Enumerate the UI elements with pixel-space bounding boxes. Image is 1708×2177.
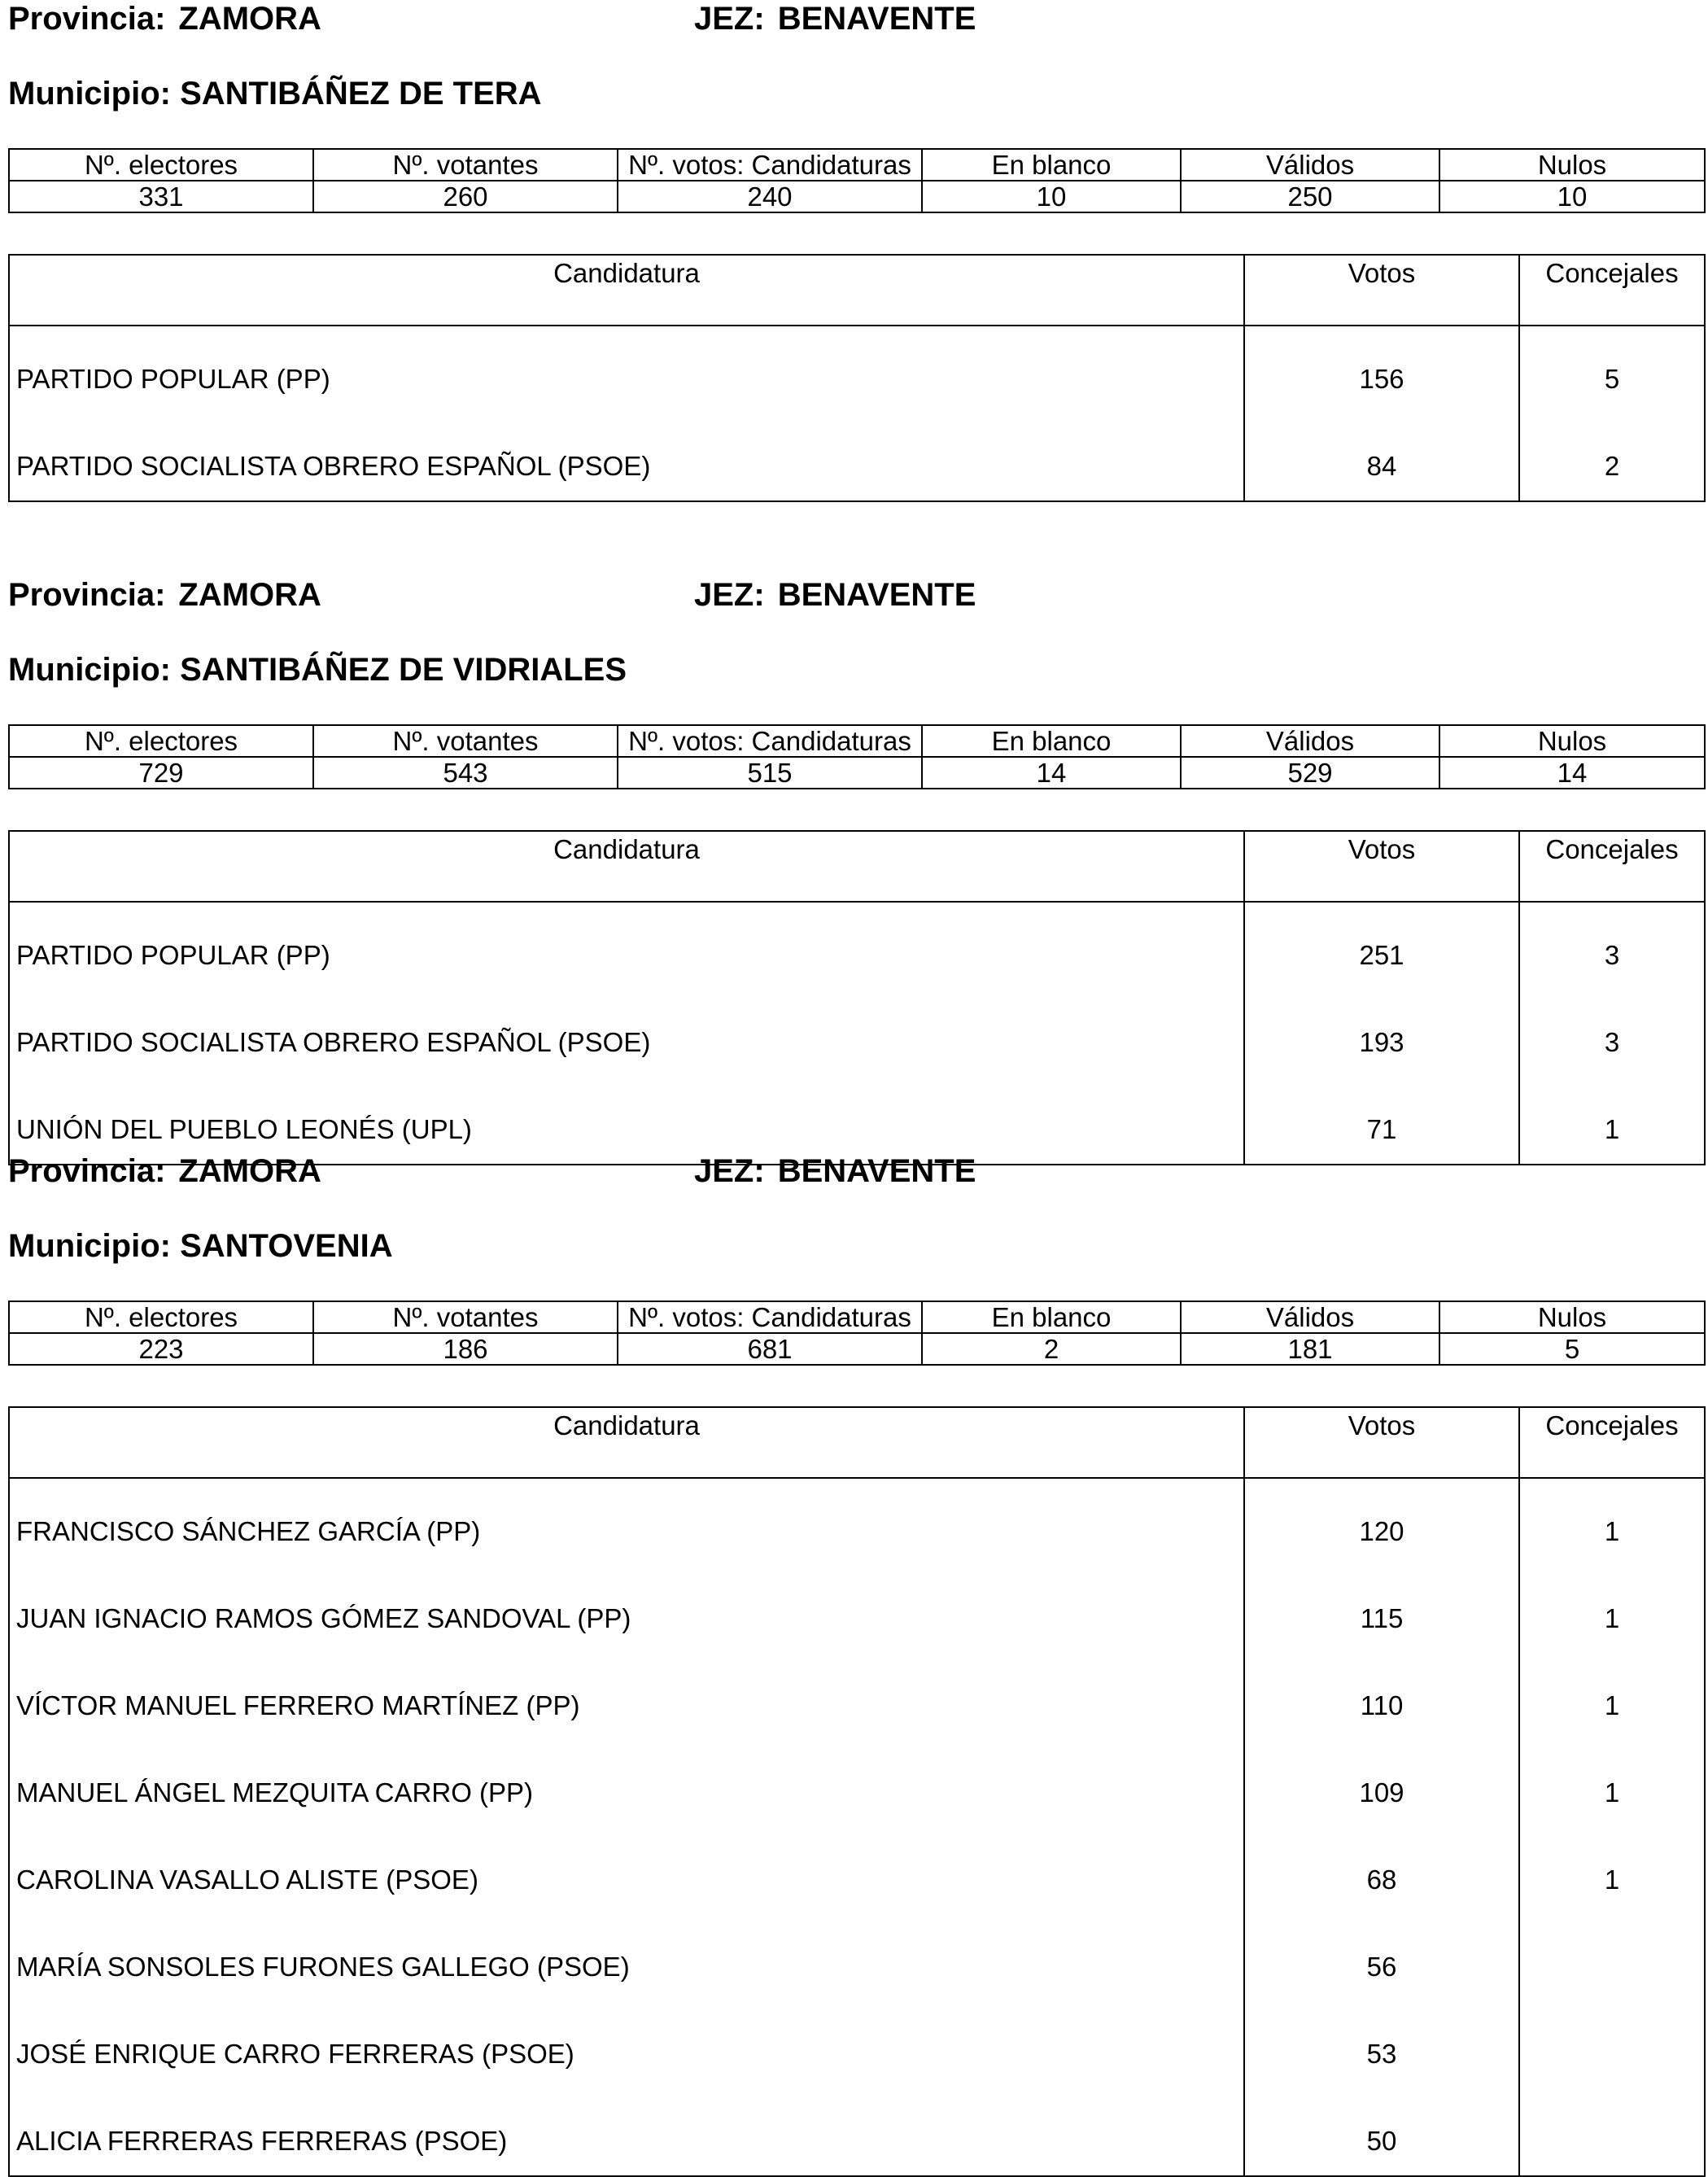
votos-value: 50	[1244, 2088, 1519, 2176]
concejales-value: 1	[1519, 1566, 1705, 1653]
candidatura-name: ALICIA FERRERAS FERRERAS (PSOE)	[16, 2125, 508, 2156]
table-row	[9, 326, 1705, 413]
stats-value-cell: 331	[9, 181, 313, 212]
municipio-heading	[8, 651, 627, 689]
stats-header-cell: Válidos	[1181, 149, 1439, 181]
stats-header-cell: Nº. votos: Candidaturas	[618, 1301, 922, 1333]
jez-label: JEZ:	[694, 1, 765, 37]
stats-table	[8, 724, 1706, 789]
stats-value-row	[9, 757, 1705, 789]
jez-value: BENAVENTE	[777, 1, 976, 37]
provincia-value: ZAMORA	[178, 1153, 321, 1189]
concejales-value: 1	[1519, 1077, 1705, 1165]
stats-value-cell: 260	[313, 181, 618, 212]
table-row	[9, 902, 1705, 990]
concejales-value: 3	[1519, 990, 1705, 1077]
votos-header: Votos	[1244, 831, 1519, 902]
municipio-label: Municipio:	[8, 1228, 171, 1264]
candidatura-header: Candidatura	[9, 831, 1244, 902]
stats-header-cell: Nº. votos: Candidaturas	[618, 149, 922, 181]
table-row	[9, 1653, 1705, 1740]
stats-value-cell: 223	[9, 1333, 313, 1365]
candidatura-name: UNIÓN DEL PUEBLO LEONÉS (UPL)	[16, 1113, 472, 1144]
stats-header-cell: Nulos	[1439, 1301, 1705, 1333]
table-row	[9, 1566, 1705, 1653]
candidaturas-table	[8, 830, 1706, 1165]
votos-value: 120	[1244, 1478, 1519, 1566]
stats-header-cell: En blanco	[922, 1301, 1181, 1333]
table-row	[9, 1077, 1705, 1165]
stats-table	[8, 1301, 1706, 1366]
stats-header-cell: En blanco	[922, 149, 1181, 181]
stats-value-cell: 543	[313, 757, 618, 789]
provincia-label: Provincia:	[8, 1153, 166, 1189]
stats-value-cell: 10	[922, 181, 1181, 212]
stats-value-cell: 681	[618, 1333, 922, 1365]
jez-value: BENAVENTE	[777, 577, 976, 613]
concejales-value	[1519, 1914, 1705, 2001]
municipio-label: Municipio:	[8, 76, 171, 111]
jez-heading	[694, 0, 976, 37]
stats-value-cell: 5	[1439, 1333, 1705, 1365]
stats-value-cell: 186	[313, 1333, 618, 1365]
stats-header-cell: Nº. votantes	[313, 149, 618, 181]
stats-header-cell: Nulos	[1439, 149, 1705, 181]
table-row	[9, 1914, 1705, 2001]
municipio-value: SANTIBÁÑEZ DE TERA	[180, 76, 542, 111]
candidatura-header: Candidatura	[9, 255, 1244, 326]
votos-header: Votos	[1244, 255, 1519, 326]
provincia-value: ZAMORA	[178, 577, 321, 613]
votos-value: 53	[1244, 2001, 1519, 2088]
votos-value: 109	[1244, 1740, 1519, 1827]
votos-value: 56	[1244, 1914, 1519, 2001]
votos-value: 110	[1244, 1653, 1519, 1740]
concejales-value: 5	[1519, 326, 1705, 413]
stats-value-row	[9, 1333, 1705, 1365]
municipio-heading	[8, 1227, 393, 1265]
stats-value-cell: 729	[9, 757, 313, 789]
stats-header-row	[9, 1301, 1705, 1333]
concejales-value: 3	[1519, 902, 1705, 990]
votos-value: 84	[1244, 413, 1519, 501]
stats-value-row	[9, 181, 1705, 212]
concejales-header: Concejales	[1519, 1407, 1705, 1478]
stats-value-cell: 2	[922, 1333, 1181, 1365]
candidatura-header: Candidatura	[9, 1407, 1244, 1478]
concejales-value	[1519, 2001, 1705, 2088]
votos-value: 71	[1244, 1077, 1519, 1165]
stats-header-cell: Nº. electores	[9, 725, 313, 757]
concejales-value: 1	[1519, 1827, 1705, 1914]
municipio-value: SANTIBÁÑEZ DE VIDRIALES	[180, 652, 627, 688]
stats-header-cell: Válidos	[1181, 725, 1439, 757]
provincia-heading	[8, 0, 321, 37]
stats-header-cell: Nº. votantes	[313, 725, 618, 757]
stats-value-cell: 515	[618, 757, 922, 789]
concejales-value: 1	[1519, 1478, 1705, 1566]
stats-value-cell: 240	[618, 181, 922, 212]
votos-value: 193	[1244, 990, 1519, 1077]
votos-value: 251	[1244, 902, 1519, 990]
candidaturas-table	[8, 254, 1706, 502]
stats-value-cell: 14	[922, 757, 1181, 789]
jez-heading	[694, 1152, 976, 1190]
stats-header-cell: Válidos	[1181, 1301, 1439, 1333]
candidatura-name: PARTIDO POPULAR (PP)	[16, 939, 330, 970]
concejales-header: Concejales	[1519, 831, 1705, 902]
candidatura-name: CAROLINA VASALLO ALISTE (PSOE)	[16, 1864, 478, 1895]
provincia-heading	[8, 576, 321, 614]
stats-value-cell: 14	[1439, 757, 1705, 789]
concejales-value: 1	[1519, 1653, 1705, 1740]
candidatura-name: JOSÉ ENRIQUE CARRO FERRERAS (PSOE)	[16, 2038, 574, 2069]
candidatura-name: VÍCTOR MANUEL FERRERO MARTÍNEZ (PP)	[16, 1690, 580, 1720]
votos-value: 68	[1244, 1827, 1519, 1914]
stats-header-cell: En blanco	[922, 725, 1181, 757]
table-row	[9, 413, 1705, 501]
candidatura-name: PARTIDO SOCIALISTA OBRERO ESPAÑOL (PSOE)	[16, 1026, 651, 1057]
candidaturas-table	[8, 1406, 1706, 2177]
stats-value-cell: 250	[1181, 181, 1439, 212]
stats-header-cell: Nº. electores	[9, 1301, 313, 1333]
stats-header-cell: Nº. votos: Candidaturas	[618, 725, 922, 757]
candidaturas-header-row	[9, 1407, 1705, 1478]
stats-value-cell: 181	[1181, 1333, 1439, 1365]
municipio-heading	[8, 75, 542, 112]
concejales-header: Concejales	[1519, 255, 1705, 326]
stats-header-row	[9, 149, 1705, 181]
stats-header-cell: Nº. electores	[9, 149, 313, 181]
concejales-value: 1	[1519, 1740, 1705, 1827]
jez-label: JEZ:	[694, 577, 765, 613]
candidatura-name: FRANCISCO SÁNCHEZ GARCÍA (PP)	[16, 1515, 481, 1546]
jez-value: BENAVENTE	[777, 1153, 976, 1189]
table-row	[9, 1827, 1705, 1914]
provincia-label: Provincia:	[8, 577, 166, 613]
stats-value-cell: 529	[1181, 757, 1439, 789]
provincia-label: Provincia:	[8, 1, 166, 37]
candidaturas-header-row	[9, 831, 1705, 902]
table-row	[9, 1478, 1705, 1566]
candidatura-name: PARTIDO POPULAR (PP)	[16, 363, 330, 394]
jez-label: JEZ:	[694, 1153, 765, 1189]
table-row	[9, 2001, 1705, 2088]
jez-heading	[694, 576, 976, 614]
concejales-value: 2	[1519, 413, 1705, 501]
provincia-heading	[8, 1152, 321, 1190]
table-row	[9, 1740, 1705, 1827]
concejales-value	[1519, 2088, 1705, 2176]
candidaturas-header-row	[9, 255, 1705, 326]
candidatura-name: PARTIDO SOCIALISTA OBRERO ESPAÑOL (PSOE)	[16, 450, 651, 481]
table-row	[9, 990, 1705, 1077]
candidatura-name: MARÍA SONSOLES FURONES GALLEGO (PSOE)	[16, 1951, 630, 1982]
stats-header-row	[9, 725, 1705, 757]
candidatura-name: MANUEL ÁNGEL MEZQUITA CARRO (PP)	[16, 1777, 534, 1808]
stats-value-cell: 10	[1439, 181, 1705, 212]
candidatura-name: JUAN IGNACIO RAMOS GÓMEZ SANDOVAL (PP)	[16, 1602, 631, 1633]
stats-header-cell: Nulos	[1439, 725, 1705, 757]
provincia-value: ZAMORA	[178, 1, 321, 37]
stats-header-cell: Nº. votantes	[313, 1301, 618, 1333]
votos-value: 156	[1244, 326, 1519, 413]
municipio-label: Municipio:	[8, 652, 171, 688]
votos-header: Votos	[1244, 1407, 1519, 1478]
table-row	[9, 2088, 1705, 2176]
votos-value: 115	[1244, 1566, 1519, 1653]
municipio-value: SANTOVENIA	[180, 1228, 393, 1264]
stats-table	[8, 148, 1706, 213]
